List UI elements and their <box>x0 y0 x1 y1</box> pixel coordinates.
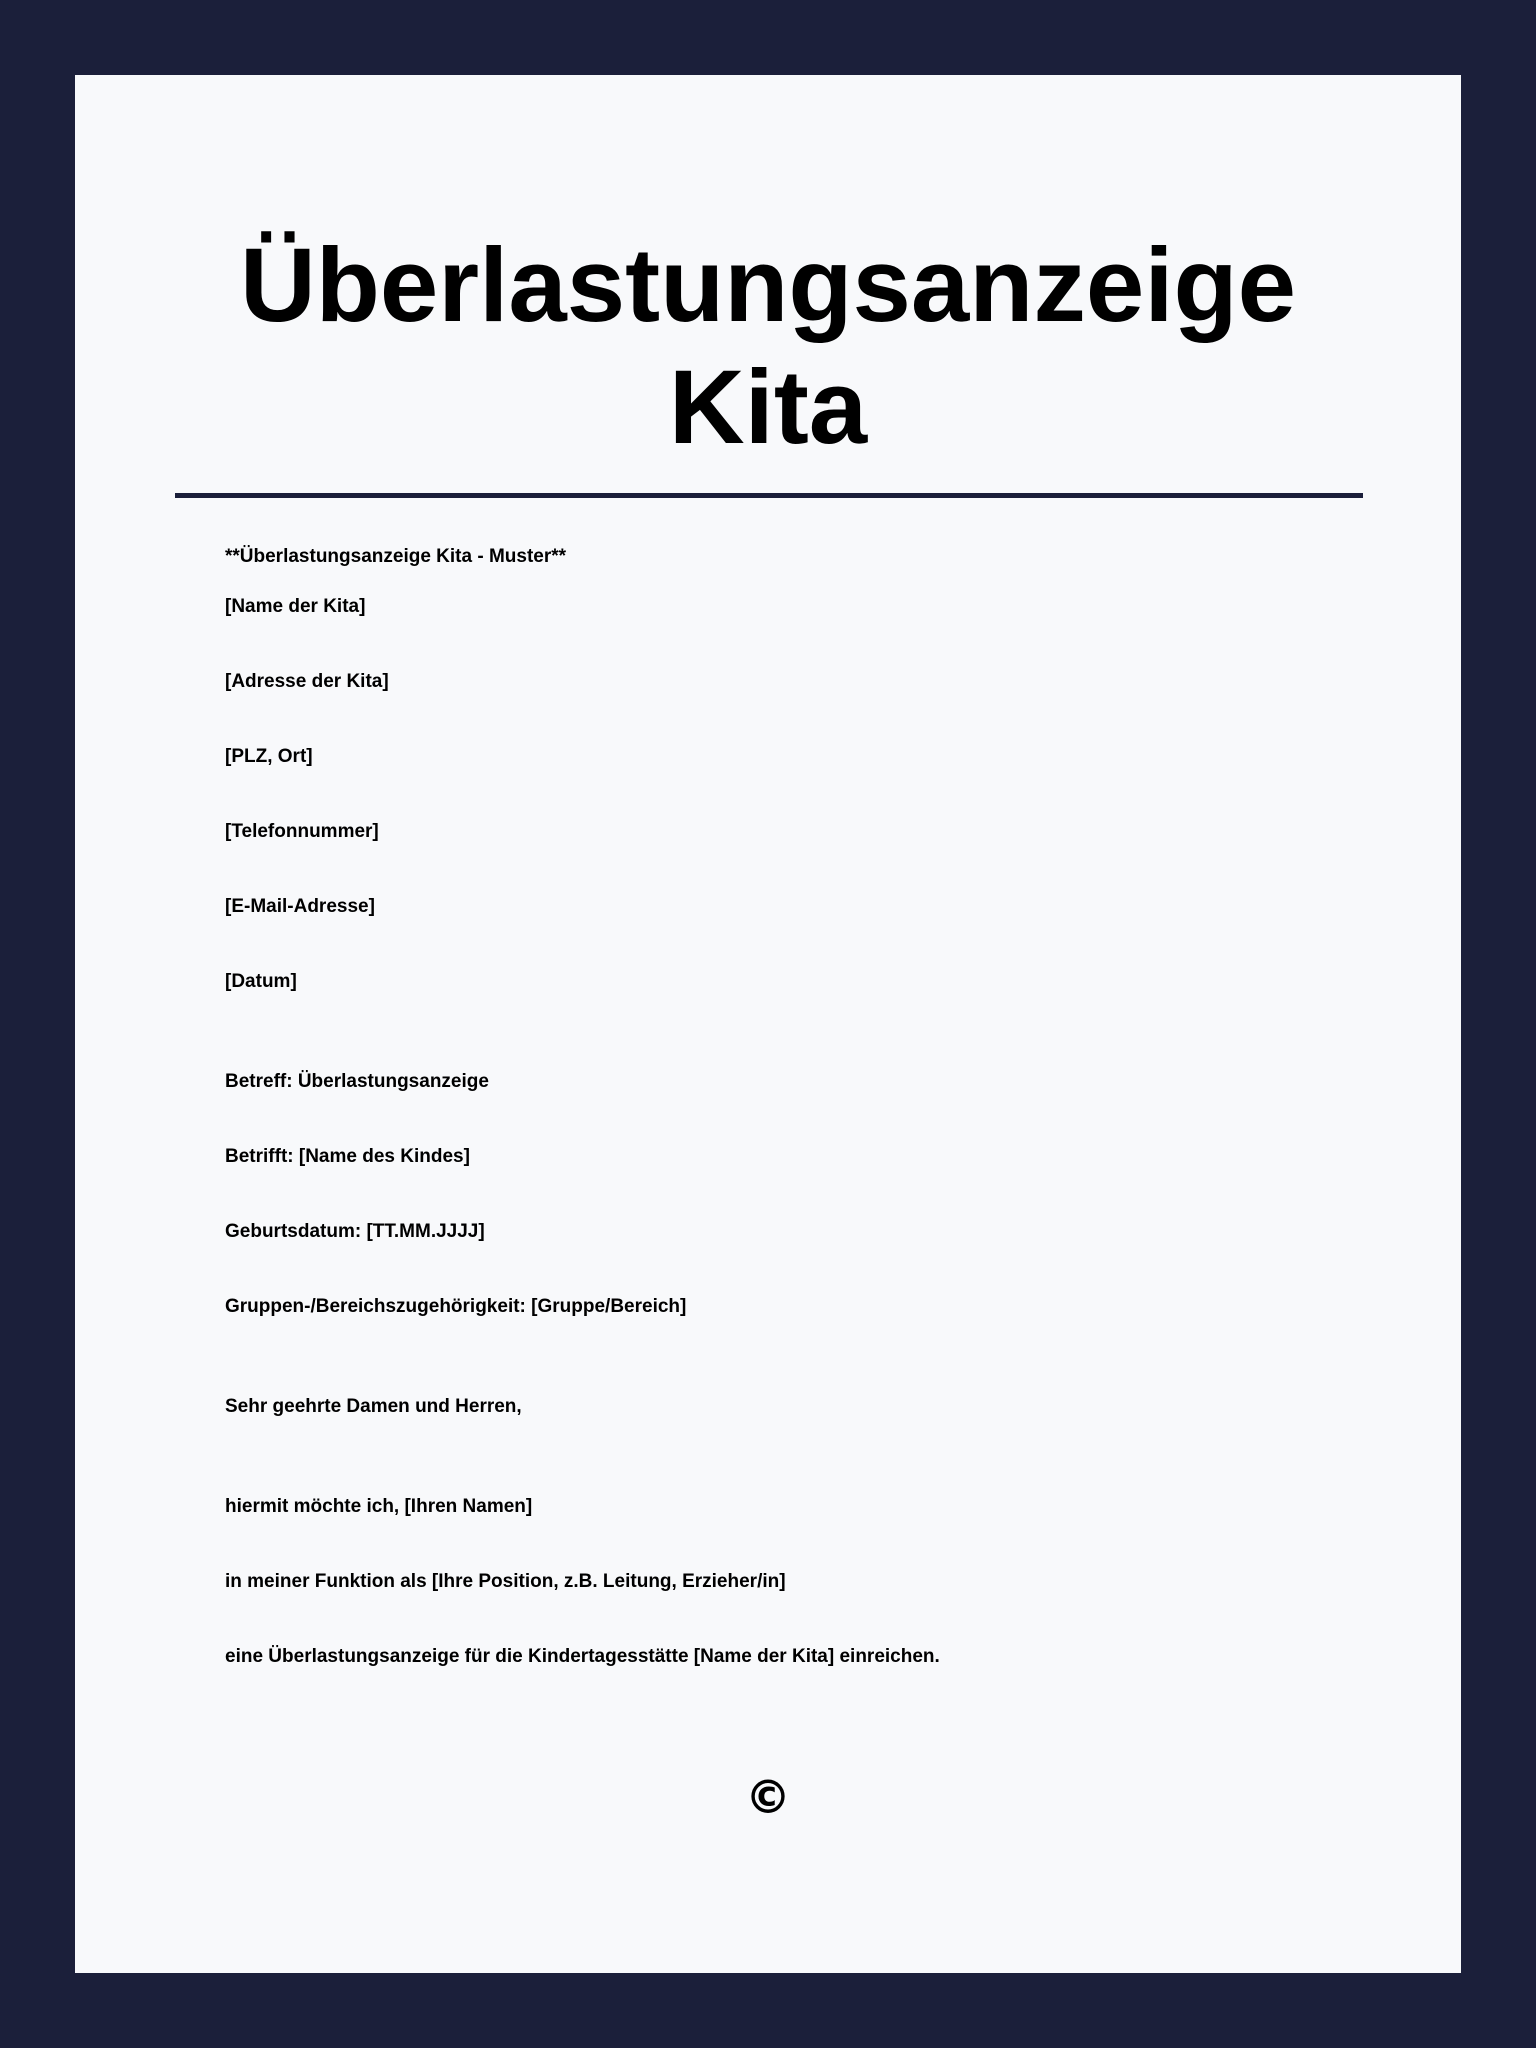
address-email: [E-Mail-Adresse] <box>225 896 375 917</box>
body-line-3: eine Überlastungsanzeige für die Kindertagesstätte [Name der Kita] einreichen. <box>225 1646 940 1667</box>
subject-betrifft: Betrifft: [Name des Kindes] <box>225 1146 470 1167</box>
subject-group: Gruppen-/Bereichszugehörigkeit: [Gruppe/Bereich] <box>225 1296 687 1317</box>
body-line-2: in meiner Funktion als [Ihre Position, z.B. Leitung, Erzieher/in] <box>225 1571 786 1592</box>
letter-heading: **Überlastungsanzeige Kita - Muster** <box>225 546 567 567</box>
address-city: [PLZ, Ort] <box>225 746 313 767</box>
address-phone: [Telefonnummer] <box>225 821 379 842</box>
document-page <box>75 75 1461 1973</box>
title-divider <box>175 493 1363 498</box>
address-name: [Name der Kita] <box>225 596 366 617</box>
subject-betreff: Betreff: Überlastungsanzeige <box>225 1071 489 1092</box>
copyright-icon: © <box>745 1770 791 1824</box>
address-street: [Adresse der Kita] <box>225 671 389 692</box>
salutation: Sehr geehrte Damen und Herren, <box>225 1396 522 1417</box>
title-line-2: Kita <box>668 349 868 466</box>
body-line-1: hiermit möchte ich, [Ihren Namen] <box>225 1496 533 1517</box>
title-line-1: Überlastungsanzeige <box>239 227 1297 344</box>
document-title <box>75 225 1461 469</box>
letter-date: [Datum] <box>225 971 297 992</box>
subject-birthdate: Geburtsdatum: [TT.MM.JJJJ] <box>225 1221 485 1242</box>
